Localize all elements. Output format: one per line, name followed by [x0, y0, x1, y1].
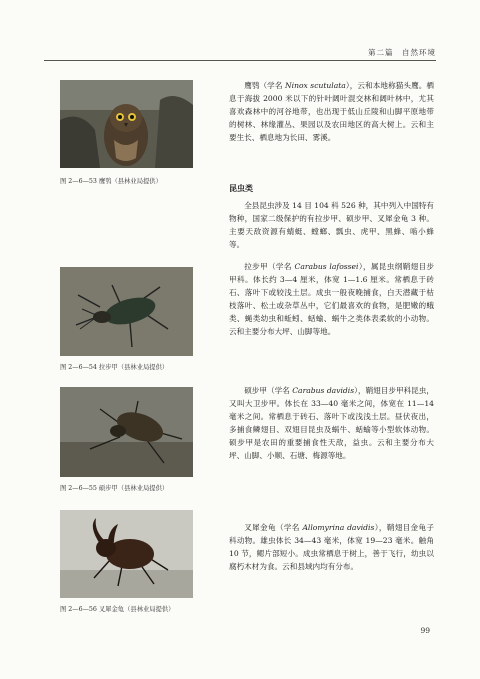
c1-latin-name: Carabus lafossei [294, 262, 359, 271]
c3-text-post: ），鞘翅目金龟子科动物。雄虫体长 34—43 毫米，体宽 19—23 毫米。触角 10 节，鳃片部短小。成虫常栖息于树上，善于飞行，幼虫以腐朽木材为食。云和县域内均有分布。 [229, 523, 435, 571]
rhinoceros-beetle-photo [60, 510, 193, 598]
owl-paragraph [229, 79, 434, 144]
page-number: 99 [420, 626, 430, 635]
figure-caption-rhinoceros-beetle: 图 2—6—56 叉犀金龟（县林业局提供） [60, 606, 175, 613]
c2-text-post: ），鞘翅目步甲科昆虫，又叫大卫步甲。体长在 33—40 毫米之间，体宽在 11—14 毫米之间。常栖息于砖石、落叶下或浅浅土层。昼伏夜出，多捕食鳞翅目、双翅目昆虫及蜗牛、蛞蝓等小型软体动物。硕步甲是农田的重要捕食性天敌，益虫。云和主要分布大坪、山脚、小顺、石塘、梅源等地。 [229, 386, 434, 460]
owl-photo [60, 80, 193, 168]
section-title: 昆虫类 [229, 184, 253, 193]
header-rule [44, 60, 436, 61]
owl-latin-name: Ninox scutulata [285, 81, 346, 90]
running-header: 第二篇 自然环境 [368, 48, 436, 57]
giant-ground-beetle-photo [60, 387, 193, 477]
c2-latin-name: Carabus davidis [292, 386, 355, 395]
c2-text-pre: 硕步甲（学名 [244, 386, 293, 395]
insect-intro-text: 全县昆虫涉及 14 目 104 科 526 种，其中列入中国特有物种，国家二级保护的有拉步甲、硕步甲、叉犀金龟 3 种。主要天敌资源有蜻蜓、螳螂、瓢虫、虎甲、黑蜂、啮小蜂等。 [229, 201, 435, 249]
figure-caption-giant-ground-beetle: 图 2—6—55 硕步甲（县林业局提供） [60, 485, 169, 492]
owl-text-pre: 鹰鸮（学名 [244, 81, 285, 90]
figure-caption-ground-beetle: 图 2—6—54 拉步甲（县林业局提供） [60, 364, 169, 371]
figure-caption-owl: 图 2—6—53 鹰鸮（县林业局提供） [60, 178, 162, 185]
giant-ground-beetle-paragraph [229, 384, 434, 462]
c3-text-pre: 叉犀金龟（学名 [244, 523, 303, 532]
owl-text-post: ），云和本地称猫头鹰。栖息于海拔 2000 米以下的针叶阔叶混交林和阔叶林中，尤其喜欢森林中的河谷地带，也出现于低山丘陵和山脚平原地带的树林、林缘灌丛、果园以及农田地区的高大树上。云和主要生长、栖息地为长田、雾溪。 [229, 81, 435, 142]
rhinoceros-beetle-paragraph [229, 521, 434, 573]
ground-beetle-photo [60, 267, 193, 356]
c1-text-pre: 拉步甲（学名 [244, 262, 295, 271]
c3-latin-name: Allomyrina davidis [302, 523, 375, 532]
c1-text-post: ），属昆虫纲鞘翅目步甲科。体长约 3—4 厘米，体宽 1—1.6 厘米。常栖息于砖石、落叶下或较浅土层。成虫一般夜晚捕食，白天潜藏于枯枝落叶、松土或杂草丛中，它们最喜欢的食物，是肥嫩的蛾类、蝇类幼虫和蚯蚓、蛞蝓、蜗牛之类体表柔软的小动物。云和主要分布大坪、山脚等地。 [229, 262, 434, 336]
insect-intro-paragraph [229, 199, 434, 251]
ground-beetle-paragraph [229, 260, 434, 338]
